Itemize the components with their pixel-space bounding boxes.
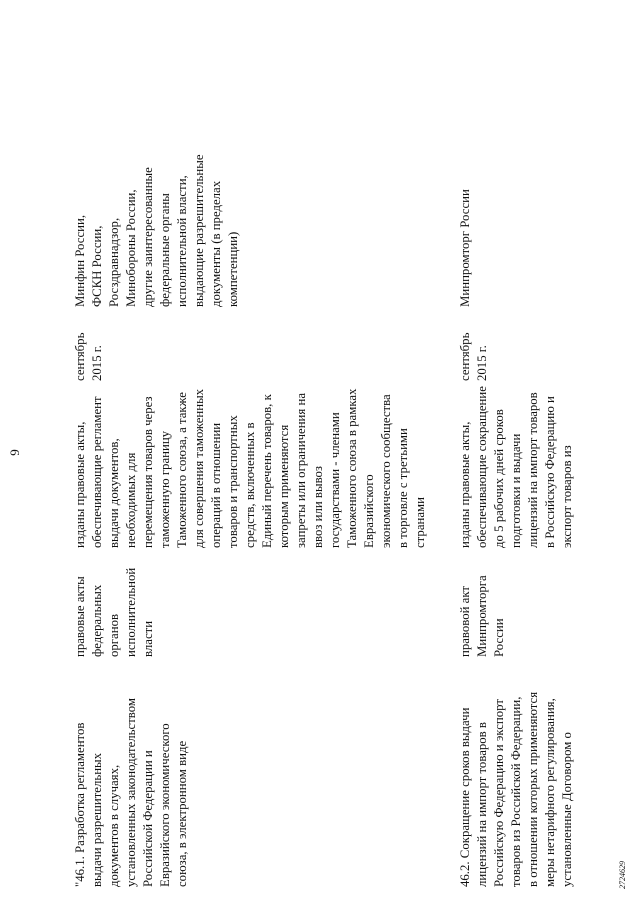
row-2-deadline: сентябрь 2015 г.	[458, 332, 489, 381]
row-1-deadline: сентябрь 2015 г.	[73, 332, 104, 381]
row-2-responsible: Минпромторг России	[458, 189, 472, 307]
document-code: 2724629	[618, 861, 627, 889]
row-1-item: "46.1. Разработка регламентов выдачи разрешительных документов в случаях, установленных законодательством Российской Федерации и Евразийского экономического союза, в электронном виде	[73, 698, 189, 887]
row-1-document-type: правовые акты федеральных органов исполнительной власти	[73, 567, 155, 657]
row-2-item: 46.2. Сокращение сроков выдачи лицензий на импорт товаров в Российскую Федерацию и экспорт товаров из Российской Федерации, в отношении которых применяются меры нетарифного регулирования, установленные Договором о	[458, 691, 574, 887]
row-2-document-type: правовой акт Минпромторга России	[458, 575, 506, 657]
row-1-responsible: Минфин России, ФСКН России, Росздравнадзор, Минобороны России, другие заинтересованные федеральные органы исполнительной власти, выдающие разрешительные документы (в пределах компетенции)	[73, 154, 240, 307]
page-number: 9	[7, 449, 22, 456]
row-2-result: изданы правовые акты, обеспечивающие сокращение до 5 рабочих дней сроков подготовки и выдачи лицензий на импорт товаров в Российскую Федерацию и экспорт товаров из	[458, 386, 574, 548]
row-1-result: изданы правовые акты, обеспечивающие регламент выдачи документов, необходимых для перемещения товаров через таможенную границу Таможенного союза, а также для совершения таможенных операций в отношении товаров и транспортных средств, включенных в Единый перечень товаров, к которым применяются запреты или ограничения на ввоз или вывоз государствами - членами Таможенного союза в рамках Евразийского экономического сообщества в торговле с третьими странами	[73, 388, 427, 548]
